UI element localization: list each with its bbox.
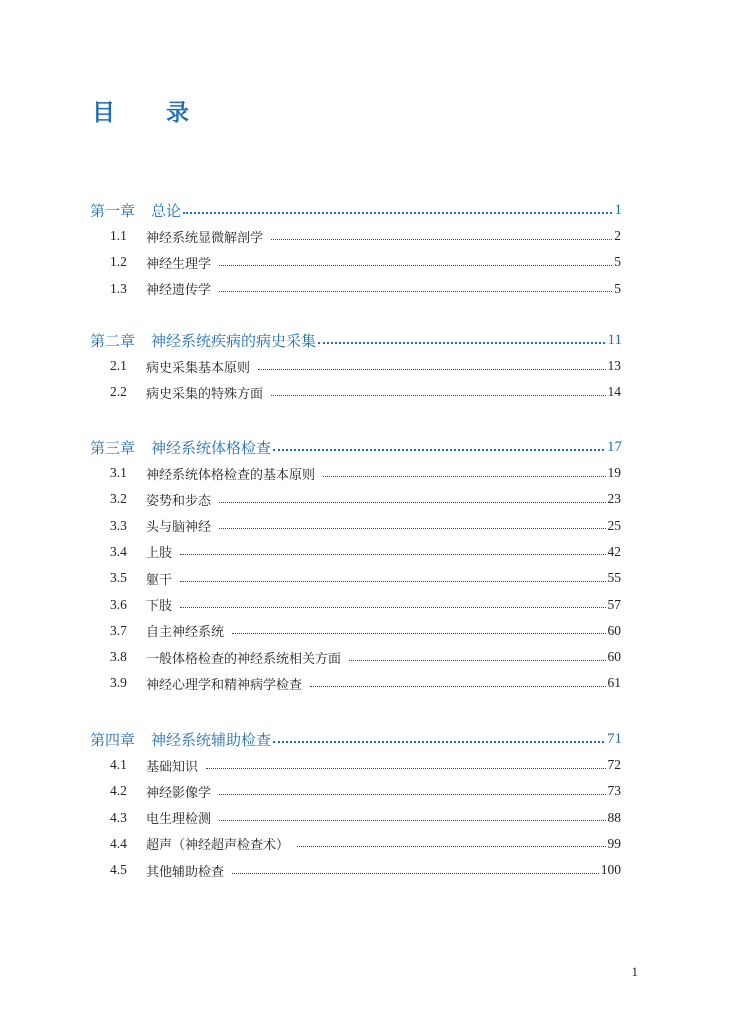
section-title: 超声（神经超声检查术） bbox=[146, 838, 290, 854]
toc-chapter[interactable] bbox=[90, 328, 622, 352]
section-page: 61 bbox=[607, 675, 621, 691]
toc-section[interactable] bbox=[110, 541, 621, 563]
dot-leader bbox=[349, 660, 605, 661]
section-number: 3.4 bbox=[110, 543, 127, 559]
dot-leader bbox=[232, 633, 605, 634]
section-number: 3.3 bbox=[110, 517, 127, 533]
toc-chapter[interactable] bbox=[90, 435, 622, 459]
dot-leader bbox=[219, 794, 605, 795]
toc-section[interactable] bbox=[110, 488, 621, 510]
section-page: 100 bbox=[600, 862, 621, 878]
page-title: 目 录 bbox=[92, 99, 203, 126]
section-title: 病史采集基本原则 bbox=[146, 360, 251, 376]
toc-section[interactable] bbox=[110, 807, 621, 829]
section-page: 19 bbox=[607, 465, 621, 480]
toc-section[interactable] bbox=[110, 381, 621, 403]
section-number: 1.2 bbox=[110, 254, 127, 270]
section-number: 3.1 bbox=[110, 465, 127, 480]
dot-leader bbox=[180, 607, 605, 608]
section-title: 神经生理学 bbox=[146, 256, 212, 272]
chapter-title: 总论 bbox=[151, 201, 182, 220]
dot-leader bbox=[183, 212, 611, 214]
section-page: 55 bbox=[607, 570, 621, 586]
section-page: 5 bbox=[614, 254, 621, 270]
dot-leader bbox=[219, 528, 605, 529]
section-page: 14 bbox=[607, 384, 621, 400]
toc-section[interactable] bbox=[110, 567, 621, 589]
section-title: 神经系统体格检查的基本原则 bbox=[146, 467, 316, 483]
toc-section[interactable] bbox=[110, 515, 621, 537]
dot-leader bbox=[310, 686, 605, 687]
dot-leader bbox=[318, 342, 605, 344]
page-number: 1 bbox=[631, 964, 638, 979]
dot-leader bbox=[232, 873, 599, 874]
section-number: 3.9 bbox=[110, 675, 127, 691]
section-number: 4.5 bbox=[110, 862, 127, 878]
chapter-number: 第四章 bbox=[90, 730, 136, 749]
dot-leader bbox=[258, 369, 605, 370]
section-page: 13 bbox=[607, 358, 621, 373]
dot-leader bbox=[273, 741, 604, 743]
section-number: 3.6 bbox=[110, 596, 127, 612]
section-title: 神经系统显微解剖学 bbox=[146, 230, 264, 246]
chapter-number: 第三章 bbox=[90, 438, 136, 457]
section-title: 病史采集的特殊方面 bbox=[146, 386, 264, 402]
chapter-page: 1 bbox=[614, 201, 622, 218]
section-page: 23 bbox=[607, 491, 621, 507]
section-number: 4.1 bbox=[110, 757, 127, 772]
dot-leader bbox=[219, 265, 612, 266]
section-page: 5 bbox=[614, 280, 621, 296]
toc-section[interactable] bbox=[110, 462, 621, 484]
toc-section[interactable] bbox=[110, 859, 621, 881]
dot-leader bbox=[271, 239, 612, 240]
dot-leader bbox=[219, 502, 605, 503]
chapter-number: 第一章 bbox=[90, 201, 136, 220]
section-title: 基础知识 bbox=[146, 759, 199, 775]
section-number: 3.5 bbox=[110, 570, 127, 586]
toc-section[interactable] bbox=[110, 594, 621, 616]
section-number: 3.8 bbox=[110, 649, 127, 665]
section-page: 2 bbox=[614, 228, 621, 243]
section-title: 神经遗传学 bbox=[146, 283, 212, 299]
toc-section[interactable] bbox=[110, 780, 621, 802]
toc-section[interactable] bbox=[110, 620, 621, 642]
dot-leader bbox=[297, 846, 605, 847]
section-number: 3.7 bbox=[110, 622, 127, 638]
toc-section[interactable] bbox=[110, 225, 621, 247]
section-title: 下肢 bbox=[146, 599, 173, 614]
chapter-page: 17 bbox=[607, 438, 622, 455]
section-page: 88 bbox=[607, 809, 621, 825]
section-page: 25 bbox=[607, 517, 621, 533]
section-page: 73 bbox=[607, 783, 621, 799]
section-title: 神经心理学和精神病学检查 bbox=[146, 677, 303, 693]
section-number: 2.1 bbox=[110, 358, 127, 373]
dot-leader bbox=[271, 395, 605, 396]
section-title: 神经影像学 bbox=[146, 785, 212, 801]
section-number: 3.2 bbox=[110, 491, 127, 507]
dot-leader bbox=[273, 449, 604, 451]
section-title: 头与脑神经 bbox=[146, 520, 212, 536]
dot-leader bbox=[323, 476, 605, 477]
toc-section[interactable] bbox=[110, 278, 621, 300]
chapter-page: 11 bbox=[607, 331, 622, 348]
section-page: 60 bbox=[607, 622, 621, 638]
section-number: 1.3 bbox=[110, 280, 127, 296]
dot-leader bbox=[206, 768, 605, 769]
section-page: 42 bbox=[607, 543, 621, 559]
chapter-title: 神经系统体格检查 bbox=[151, 438, 272, 457]
section-title: 电生理检测 bbox=[146, 812, 212, 828]
chapter-number: 第二章 bbox=[90, 331, 136, 350]
section-page: 57 bbox=[607, 596, 621, 612]
section-title: 姿势和步态 bbox=[146, 493, 212, 509]
toc-section[interactable] bbox=[110, 251, 621, 273]
toc-section[interactable] bbox=[110, 833, 621, 855]
section-title: 上肢 bbox=[146, 546, 173, 562]
section-page: 60 bbox=[607, 649, 621, 665]
dot-leader bbox=[180, 581, 605, 582]
section-number: 4.4 bbox=[110, 835, 127, 851]
toc-section[interactable] bbox=[110, 672, 621, 694]
toc-chapter[interactable] bbox=[90, 727, 622, 751]
section-page: 99 bbox=[607, 835, 621, 851]
chapter-page: 71 bbox=[607, 730, 622, 747]
section-number: 1.1 bbox=[110, 228, 127, 243]
dot-leader bbox=[219, 291, 612, 292]
dot-leader bbox=[180, 554, 605, 555]
section-number: 4.3 bbox=[110, 809, 127, 825]
section-title: 一般体格检查的神经系统相关方面 bbox=[146, 651, 342, 667]
toc-section[interactable] bbox=[110, 646, 621, 668]
toc-chapter[interactable] bbox=[90, 198, 622, 222]
section-number: 4.2 bbox=[110, 783, 127, 799]
toc-section[interactable] bbox=[110, 355, 621, 377]
dot-leader bbox=[219, 820, 605, 821]
section-number: 2.2 bbox=[110, 384, 127, 400]
toc-section[interactable] bbox=[110, 754, 621, 776]
section-page: 72 bbox=[607, 757, 621, 772]
section-title: 其他辅助检查 bbox=[146, 864, 225, 880]
section-title: 躯干 bbox=[146, 572, 173, 588]
chapter-title: 神经系统疾病的病史采集 bbox=[151, 331, 317, 350]
chapter-title: 神经系统辅助检查 bbox=[151, 730, 272, 749]
section-title: 自主神经系统 bbox=[146, 625, 225, 641]
